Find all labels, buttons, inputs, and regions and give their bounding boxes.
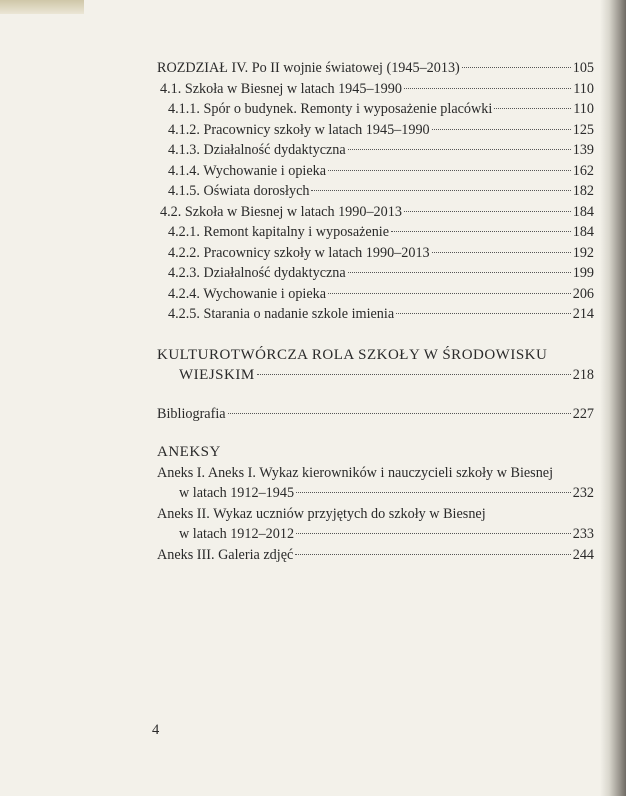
toc-entry-page: 227 [572,405,594,422]
toc-aneks-3 [157,545,594,566]
toc-entry-label: Aneks I. Aneks I. Wykaz kierowników i nauczycieli szkoły w Biesnej [157,464,554,481]
toc-entry-label: KULTUROTWÓRCZA ROLA SZKOŁY W ŚRODOWISKU [157,346,548,363]
spacer [157,386,594,404]
toc-leader-dots [257,374,571,375]
toc-entry-label: 4.1.5. Oświata dorosłych [168,183,310,199]
toc-leader-dots [396,313,571,314]
toc-leader-dots [311,190,570,191]
toc-chapter-4 [157,58,594,79]
toc-entry-label: 4.1. Szkoła w Biesnej w latach 1945–1990 [160,80,402,97]
toc-entry-label: Aneks III. Galeria zdjęć [157,546,294,563]
toc-entry-label: 4.2.1. Remont kapitalny i wyposażenie [168,224,390,240]
toc-section-entry [157,284,594,305]
toc-section-entry [157,161,594,182]
spacer [157,424,594,442]
toc-leader-dots [328,293,571,294]
toc-entry-label: 4.1.3. Działalność dydaktyczna [168,142,346,158]
toc-entry-label: Bibliografia [157,405,226,422]
toc-entry-page: 244 [572,546,594,563]
toc-entry-label-cont: WIEJSKIM [179,367,255,383]
toc-entry-label-cont: w latach 1912–2012 [179,526,295,542]
toc-leader-dots [404,211,571,212]
toc-leader-dots [494,108,571,109]
toc-section-entry [157,222,594,243]
toc-entry-page: 214 [572,306,594,322]
toc-entry-page: 139 [572,142,594,158]
toc-entry-continuation [157,483,594,504]
toc-leader-dots [348,272,571,273]
toc-entry-label: ROZDZIAŁ IV. Po II wojnie światowej (1945–2013) [157,60,460,76]
book-gutter-shadow [600,0,626,796]
toc-leader-dots [462,67,571,68]
page-number: 4 [152,722,160,738]
toc-entry-label: 4.1.4. Wychowanie i opieka [168,162,327,179]
toc-entry-page: 233 [572,526,594,542]
toc-chapter-4-sections [157,79,594,325]
toc-entry-label: 4.2.5. Starania o nadanie szkole imienia [168,306,395,322]
toc-aneksy-heading: ANEKSY [157,444,221,460]
toc-section-entry [157,181,594,202]
toc-entry-continuation [157,524,594,545]
toc-section-entry [157,304,594,325]
toc-leader-dots [295,554,570,555]
toc-entry-page: 110 [573,101,594,117]
toc-kulturotworcza [157,345,594,386]
toc-bibliografia [157,404,594,425]
toc-entry-page: 184 [572,203,594,220]
toc-leader-dots [328,170,571,171]
toc-entry-page: 162 [572,162,594,179]
toc-entry-label: 4.2.4. Wychowanie i opieka [168,285,327,302]
toc-leader-dots [296,533,571,534]
toc-entry-page: 232 [572,485,594,501]
toc-entry-page: 218 [572,367,594,383]
toc-entry-page: 199 [572,265,594,281]
toc-section-entry [157,79,594,100]
toc-entry-label: 4.2.3. Działalność dydaktyczna [168,265,346,281]
table-of-contents [157,58,594,565]
toc-entry-page: 125 [572,121,594,138]
toc-entry-label: 4.1.2. Pracownicy szkoły w latach 1945–1990 [168,121,430,138]
toc-aneks-1 [157,463,594,504]
toc-leader-dots [391,231,571,232]
page-corner-mark [0,0,84,14]
toc-entry-page: 105 [572,60,594,76]
toc-entry-page: 184 [572,224,594,240]
toc-entry-label: 4.2.2. Pracownicy szkoły w latach 1990–2013 [168,244,430,261]
toc-leader-dots [348,149,571,150]
toc-entry-label: 4.2. Szkoła w Biesnej w latach 1990–2013 [160,203,402,220]
toc-section-entry [157,202,594,223]
spacer [157,325,594,345]
toc-entry-label: Aneks II. Wykaz uczniów przyjętych do szkoły w Biesnej [157,505,486,522]
toc-entry-continuation [157,365,594,386]
toc-section-entry [157,140,594,161]
toc-section-entry [157,243,594,264]
toc-aneks-2 [157,504,594,545]
toc-section-entry [157,99,594,120]
toc-entry-page: 206 [572,285,594,302]
toc-leader-dots [228,413,571,414]
toc-entry-label: 4.1.1. Spór o budynek. Remonty i wyposażenie placówki [168,101,493,117]
toc-entry-page: 110 [573,80,594,97]
toc-entry-page: 192 [572,244,594,261]
toc-section-entry [157,120,594,141]
toc-leader-dots [404,88,571,89]
toc-entry-label-cont: w latach 1912–1945 [179,485,295,501]
toc-entry-page: 182 [572,183,594,199]
toc-leader-dots [432,129,571,130]
toc-section-entry [157,263,594,284]
toc-leader-dots [432,252,571,253]
toc-leader-dots [296,492,571,493]
